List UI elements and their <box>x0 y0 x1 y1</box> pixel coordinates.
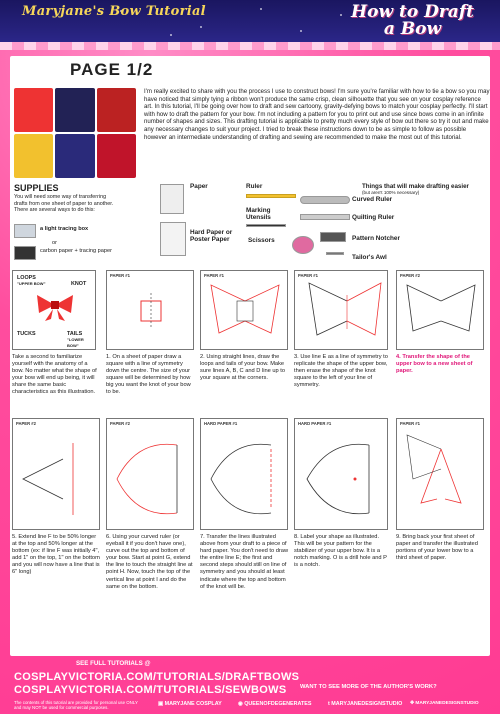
caption-step3: 3. Use line E as a line of symmetry to replicate the shape of the upper bow, then erase the shape of the knot square to the left of your line of symmetry. <box>294 354 388 389</box>
bow-photo <box>97 134 136 178</box>
paper-label: PAPER #1 <box>400 421 420 426</box>
paper-label: PAPER #2 <box>400 273 420 278</box>
page-number-title: PAGE 1/2 <box>70 60 154 79</box>
intro-text: I'm really excited to share with you the process I use to construct bows! I'm sure you're familiar with how to tie a bow so you may have noticed that simply tying a ribbon won't produce the same crisp, clean silhouette that you see on your cosplay reference art. In this tutorial, I'll be going over how to draft and sew cartoony, gravity-defying bows to match your cosplay perfectly. I'll start with how to draft the pattern for your bow. I'm not including a pattern for you to print out and use since bows come in an infinite number of shapes and sizes. This drafting tutorial is applicable to pretty much every style of bow out there so try it out and make any necessary changes to suit your project. I tried to break these instructions down to be as simple to follow as possible however an intermediate understanding of drafting and sewing are recommended to make the most out of this tutorial. <box>144 88 490 141</box>
facebook-link[interactable]: ▣ MARYJANE COSPLAY <box>158 701 222 707</box>
quilting-ruler-image <box>300 214 350 220</box>
paper-label: Paper <box>190 183 208 190</box>
paper-label: PAPER #2 <box>110 421 130 426</box>
twitter-link[interactable]: ✥ MARYJANEDESIGNSTUDIO <box>410 701 479 706</box>
light-box-image <box>14 224 36 238</box>
awl-label: Tailor's Awl <box>352 254 387 261</box>
step9-panel <box>396 418 484 530</box>
pencil-image <box>246 224 286 227</box>
things-heading: Things that will make drafting easier <box>362 183 469 190</box>
paper-label: HARD PAPER #1 <box>298 421 332 426</box>
supplies-description: You will need some way of transferring drafts from one sheet of paper to another. There are several ways to do this: <box>14 194 114 214</box>
step1-panel <box>106 270 194 350</box>
notcher-image <box>320 232 346 242</box>
header-banner <box>0 0 500 42</box>
drafting-tutorial-link[interactable]: COSPLAYVICTORIA.COM/TUTORIALS/DRAFTBOWS <box>14 671 300 683</box>
paper-image <box>160 184 184 214</box>
awl-image <box>326 252 344 255</box>
supplies-heading: SUPPLIES <box>14 183 59 193</box>
bow-photo <box>55 88 94 132</box>
ruler-label: Ruler <box>246 183 263 190</box>
label-tails: TAILS "LOWER BOW" <box>67 331 84 348</box>
carbon-paper-label: carbon paper + tracing paper <box>40 248 112 254</box>
caption-step1: 1. On a sheet of paper draw a square with a line of symmetry down the centre. The size of your square will be determined by how big you want the knot of your bow to be. <box>106 354 191 396</box>
upper-bow-diagram <box>397 271 485 351</box>
things-subheading: (but aren't 100% necessary) <box>362 190 420 195</box>
extend-line-diagram <box>13 419 101 531</box>
hard-paper-diagram <box>201 419 289 531</box>
ribbon-divider <box>0 42 500 50</box>
paper-label: PAPER #1 <box>204 273 224 278</box>
bow-photo-grid <box>14 88 136 178</box>
loops-tails-diagram <box>201 271 289 351</box>
symmetry-diagram <box>295 271 389 351</box>
carbon-paper-image <box>14 246 36 260</box>
author-work-label: WANT TO SEE MORE OF THE AUTHOR'S WORK? <box>300 684 437 690</box>
caption-step4: 4. Transfer the shape of the upper bow to a new sheet of paper. <box>396 354 473 375</box>
caption-step5: 5. Extend line F to be 50% longer at the top and 50% longer at the bottom (ex: if line F was initially 4", add 1" on the top, 1" on the bottom and you will now have a line that is 6" long) <box>12 534 100 576</box>
hard-paper-label: Hard Paper or Poster Paper <box>190 229 233 243</box>
label-knot: KNOT <box>71 281 87 287</box>
paper-label: PAPER #2 <box>16 421 36 426</box>
caption-step2: 2. Using straight lines, draw the loops and tails of your bow. Make sure lines A, B, C and D line up to your square at the corners. <box>200 354 286 382</box>
paper-label: PAPER #1 <box>298 273 318 278</box>
step6-panel <box>106 418 194 530</box>
step2-panel <box>200 270 288 350</box>
legal-notice: The contents of this tutorial are provided for personal use ONLY and may NOT be used for commercial purposes. <box>14 700 138 710</box>
step8-panel <box>294 418 388 530</box>
caption-anatomy: Take a second to familiarize yourself with the anatomy of a bow. No matter what the shape of your bow will end up being, it will share the same basic characteristics as this illustration. <box>12 354 97 396</box>
caption-step7: 7. Transfer the lines illustrated above from your draft to a piece of hard paper. You don't need to draw the entire line E; the first and second steps should still on line of symmetry and you should at least indicate where the top and bottom of the knot will be. <box>200 534 289 590</box>
instagram-link[interactable]: ◉ QUEENOFDEGENERATES <box>238 701 312 707</box>
tumblr-link[interactable]: t MARYJANEDESIGNSTUDIO <box>328 701 403 707</box>
hard-paper-image <box>160 222 186 256</box>
marking-label: Marking Utensils <box>246 207 271 221</box>
step7-panel <box>200 418 288 530</box>
bow-photo <box>97 88 136 132</box>
bow-photo <box>14 88 53 132</box>
page-heading: How to Draft a Bow <box>351 2 474 39</box>
ruler-image <box>246 194 296 198</box>
light-box-label: a light tracing box <box>40 226 89 232</box>
step3-panel <box>294 270 388 350</box>
sewing-tutorial-link[interactable]: COSPLAYVICTORIA.COM/TUTORIALS/SEWBOWS <box>14 684 287 696</box>
scissors-image <box>292 236 314 254</box>
caption-step6: 6. Using your curved ruler (or eyeball it if you don't have one), curve out the top and bottom of your bow. Start at point G, extend the line to touch the straight line at point H. Now, touch the top of the vertical line at point I and do the same on the bottom. <box>106 534 193 590</box>
paper-label: PAPER #1 <box>110 273 130 278</box>
step4-panel <box>396 270 484 350</box>
square-diagram <box>107 271 195 351</box>
bow-anatomy-panel <box>12 270 96 350</box>
lower-bow-diagram <box>397 419 485 531</box>
curved-ruler-image <box>300 196 350 204</box>
tutorial-title: Maryjane's Bow Tutorial <box>22 4 206 19</box>
scissors-label: Scissors <box>248 237 275 244</box>
quilting-ruler-label: Quilting Ruler <box>352 214 395 221</box>
label-tucks: TUCKS <box>17 331 36 337</box>
paper-label: HARD PAPER #1 <box>204 421 238 426</box>
curved-ruler-label: Curved Ruler <box>352 196 393 203</box>
bow-photo <box>55 134 94 178</box>
labeled-pattern-diagram <box>295 419 389 531</box>
step5-panel <box>12 418 100 530</box>
red-bow-illustration <box>35 293 75 321</box>
caption-step9: 9. Bring back your first sheet of paper and transfer the illustrated portions of your lower bow to a third sheet of paper. <box>396 534 478 562</box>
or-label: or <box>52 240 57 246</box>
bow-photo <box>14 134 53 178</box>
caption-step8: 8. Label your shape as illustrated. This will be your pattern for the stabilizer of your upper bow. It is a notch marking. O is a drill hole and P is a notch. <box>294 534 387 569</box>
see-tutorials-label: SEE FULL TUTORIALS @ <box>76 660 151 667</box>
bow-shape-icon <box>35 293 75 321</box>
label-loops: LOOPS "UPPER BOW" <box>17 275 46 286</box>
curve-diagram <box>107 419 195 531</box>
notcher-label: Pattern Notcher <box>352 235 400 242</box>
